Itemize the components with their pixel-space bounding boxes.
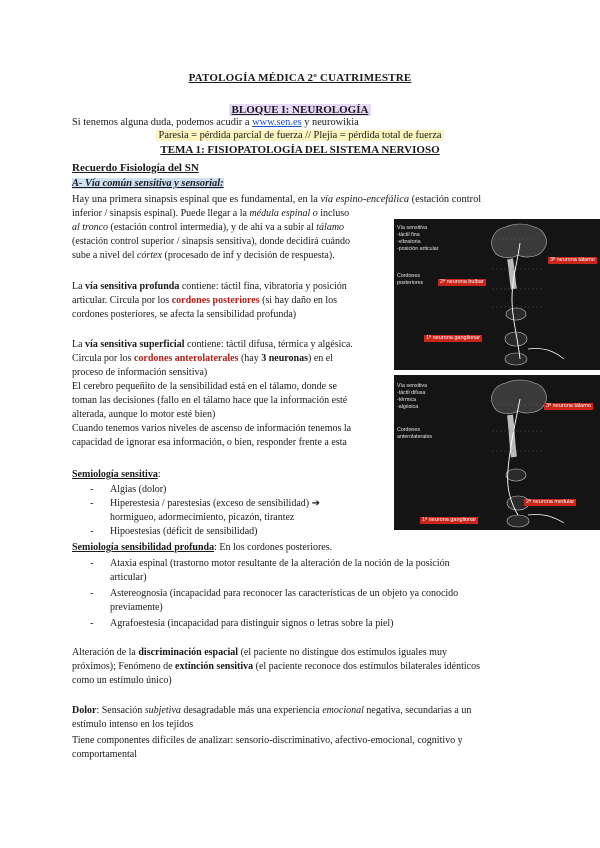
- p1-line2: inferior / sinapsis espinal). Puede llegar a la médula espinal o incluso: [72, 208, 350, 219]
- p2-line3: cordones posteriores, se afecta la sensibilidad profunda): [72, 309, 297, 320]
- p5-line4: comportamental: [72, 749, 137, 760]
- semio2-item: Agrafoestesia (incapacidad para distinguir signos o letras sobre la piel): [110, 618, 394, 629]
- section-a-label: A- Vía común sensitiva y sensorial:: [72, 178, 224, 189]
- semio2-bullet: -: [90, 588, 94, 599]
- superficial-pathway-illustration: [394, 375, 600, 530]
- fig1-tag-thalamus: 3ª neurona tálamo: [550, 257, 595, 263]
- semio1-item: Hiperestesia / parestesias (exceso de sensibilidad) ➔: [110, 498, 320, 509]
- fig1-tag-ganglion: 1ª neurona ganglionar: [426, 335, 481, 341]
- sen-link[interactable]: www.sen.es: [252, 117, 302, 128]
- fig2-label: anterolaterales: [397, 434, 433, 440]
- fig1-label: -vibratoria: [397, 239, 421, 245]
- p3-line8: capacidad de ignorar esa información, o bien, responder frente a esta: [72, 437, 347, 448]
- semio2-item: Ataxia espinal (trastorno motor resultante de la alteración de la noción de la posición: [110, 558, 450, 569]
- p3-line6: alterada, aunque lo motor esté bien): [72, 409, 216, 420]
- fig1-label: Vía sensitiva: [397, 225, 428, 231]
- fig2-label: Cordones: [397, 427, 420, 433]
- p3-line4: El cerebro pequeñito de la sensibilidad está en el tálamo, donde se: [72, 381, 337, 392]
- p3-line5: toman las decisiones (fallo en el tálamo hace que la información esté: [72, 395, 348, 406]
- p1-line4: (estación control superior / sinapsis sensitiva), donde decidirá cuándo: [72, 236, 350, 247]
- deep-pathway-illustration: [394, 219, 600, 370]
- fig1-label: posteriores: [397, 280, 424, 286]
- fig1-tag-bulbar: 2ª neurona bulbar: [440, 279, 484, 285]
- semio1-item: hormigueo, adormecimiento, picazón, tirantez: [110, 512, 295, 523]
- semio2-item: articular): [110, 572, 147, 583]
- document-title: PATOLOGÍA MÉDICA 2º CUATRIMESTRE: [188, 72, 412, 84]
- intro-text-after: y neurowikia: [301, 117, 359, 128]
- fig1-label: -posición articular: [397, 246, 439, 252]
- fig1-label: Cordones: [397, 273, 420, 279]
- semio1-item: Hipoestesias (déficit de sensibilidad): [110, 526, 258, 537]
- p5-line1: Dolor: Sensación subjetiva desagradable más una experiencia emocional negativa, secundarias a un: [72, 705, 472, 716]
- semio1-heading: Semiología sensitiva:: [72, 469, 161, 480]
- fig1-label: -táctil fina: [397, 232, 420, 238]
- fig2-label: -algésica: [397, 404, 419, 410]
- section-a-heading: [72, 177, 224, 190]
- semio2-bullet: -: [90, 618, 94, 629]
- recuerdo-heading: Recuerdo Fisiología del SN: [72, 162, 199, 174]
- fig2-label: Vía sensitiva: [397, 383, 428, 389]
- semio2-item: previamente): [110, 602, 163, 613]
- semio1-item: Algias (dolor): [110, 484, 167, 495]
- intro-line: [72, 116, 359, 129]
- semio1-bullet: -: [90, 498, 94, 509]
- fig2-tag-thalamus: 3ª neurona tálamo: [546, 403, 591, 409]
- p5-line2: estímulo intenso en los tejidos: [72, 719, 194, 730]
- intro-text: Si tenemos alguna duda, podemos acudir a: [72, 117, 253, 128]
- fig2-tag-ganglion: 1ª neurona ganglionar: [422, 517, 477, 523]
- semio1-bullet: -: [90, 526, 94, 537]
- p2-line1: La vía sensitiva profunda contiene: táctil fina, vibratoria y posición: [72, 281, 347, 292]
- fig2-tag-medullar: 2ª neurona medular: [526, 499, 575, 505]
- p3-line2: Circula por los cordones anterolaterales (hay 3 neuronas) en el: [72, 353, 334, 364]
- p3-line1: La vía sensitiva superficial contiene: táctil difusa, térmica y algésica.: [72, 339, 353, 350]
- deep-pathway-figure: [394, 219, 600, 370]
- p1-line1: Hay una primera sinapsis espinal que es fundamental, en la vía espino-encefálica (estación control: [72, 194, 482, 205]
- paresia-note: Paresia = pérdida parcial de fuerza // Plejia = pérdida total de fuerza: [156, 130, 445, 141]
- semio2-bullet: -: [90, 558, 94, 569]
- p1-line3: al tronco (estación control intermedia), y de ahí va a subir al tálamo: [72, 222, 345, 233]
- paresia-wrap: [0, 130, 600, 141]
- p3-line3: proceso de información sensitiva): [72, 367, 208, 378]
- fig2-label: -táctil difusa: [397, 390, 426, 396]
- superficial-pathway-figure: [394, 375, 600, 530]
- p4-line1: Alteración de la discriminación espacial (el paciente no distingue dos estímulos iguales muy: [72, 647, 447, 658]
- tema-title: TEMA 1: FISIOPATOLOGÍA DEL SISTEMA NERVIOSO: [160, 144, 440, 156]
- semio1-bullet: -: [90, 484, 94, 495]
- semio2-item: Astereognosia (incapacidad para reconocer las características de un objeto ya conocido: [110, 588, 459, 599]
- p3-line7: Cuando tenemos varios niveles de ascenso de información tenemos la: [72, 423, 352, 434]
- p1-line5: sube a nivel del córtex (procesado de inf y decisión de respuesta).: [72, 250, 335, 261]
- p4-line3: como un estímulo único): [72, 675, 172, 686]
- p2-line2: articular. Circula por los cordones posteriores (si hay daño en los: [72, 295, 338, 306]
- semio2-heading: Semiología sensibilidad profunda: En los cordones posteriores.: [72, 542, 333, 553]
- p5-line3: Tiene componentes difíciles de analizar: sensorio-discriminativo, afectivo-emocional, cognitivo y: [72, 735, 463, 746]
- fig2-label: -térmica: [397, 397, 417, 403]
- p4-line2: próximos); Fenómeno de extinción sensitiva (el paciente reconoce dos estímulos bilaterales idénticos: [72, 661, 480, 672]
- bloque-title: BLOQUE I: NEUROLOGÍA: [229, 104, 372, 116]
